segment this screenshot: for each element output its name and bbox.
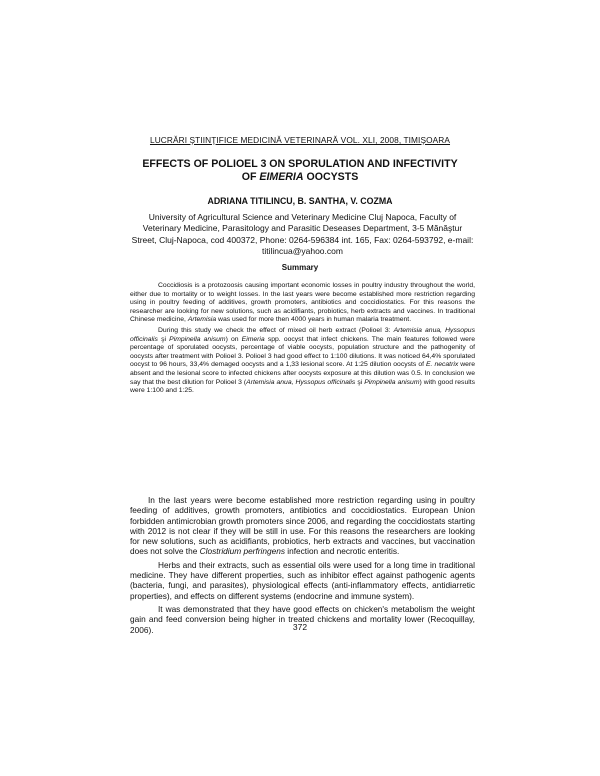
body-text [130, 495, 475, 638]
body-paragraph-1: In the last years were become established more restriction regarding using in poultry feeding of additives, growth promoters, antibiotics and coccidiostatics. European Union forbidden antimicrobian growth promoters since 2006, and regarding the coccidiostats starting with 2012 is not clear if they will be still in use. For this reasons the researchers are looking for new solutions, such as acidifiants, probiotics, herb extracts and vaccines, but vaccination does not solve the Clostridium perfringens infection and necrotic enteritis. [130, 495, 475, 557]
paper-title [0, 158, 600, 183]
abstract-paragraph-2: During this study we check the effect of mixed oil herb extract (Polioel 3: Artemisia anua, Hyssopus officinalis şi Pimpinella anisum) on Eimeria spp. oocyst that infect chickens. The main features followed were percentage of sporulated oocysts, percentage of viable oocysts, population structure and the pathogenity of oocysts after treatment with Polioel 3. Polioel 3 had good effect to 1:100 dilutions. It was noticed 64,4% sporulated oocyst to 96 hours, 33,4% demaged oocysts and a 1,33 lesional score. At 1:25 dilution oocysts of E. necatrix were absent and the lesional score to infected chickens after oocysts exposure at this dilution was 0.5. In conclusion we say that the best dilution for Polioel 3 (Artemisia anua, Hyssopus officinalis şi Pimpinella anisum) with good results were 1:100 and 1:25. [130, 326, 476, 395]
body-paragraph-2: Herbs and their extracts, such as essential oils were used for a long time in traditional medicine. They have different properties, such as inhibitor effect against pathogenic agents (bacteria, fungi, and parasites), physiological effects (anti-inflammatory effects, antidiarretic properties), and effects on different systems (endocrine and immune system). [130, 559, 475, 601]
authors: ADRIANA TITILINCU, B. SANTHA, V. COZMA [207, 196, 393, 206]
title-line-2: OF EIMERIA OOCYSTS [241, 170, 359, 183]
body-paragraph-3: It was demonstrated that they have good effects on chicken's metabolism the weight gain and feed conversion being higher in treated chickens and mortality lower (Recoquillay, 2006). [130, 603, 475, 635]
title-line-1: EFFECTS OF POLIOEL 3 ON SPORULATION AND INFECTIVITY [142, 158, 458, 170]
abstract-paragraph-1: Coccidiosis is a protozoosis causing important economic losses in poultry industry throughout the world, either due to mortality or to weight losses. In the last years were become established more restriction regarding using in poultry feeding of additives, growth promoters, antibiotics and coccidiostatics. For this reasons the researcher are looking for new solutions, such as acidifiants, probiotics, herb extracts and vaccines. In traditional Chinese medicine, Artemisia was used for more then 4000 years in human malaria treatment. [130, 282, 475, 324]
abstract [130, 282, 475, 398]
journal-header: LUCRĂRI ŞTIINŢIFICE MEDICINĂ VETERINARĂ VOL. XLI, 2008, TIMIŞOARA [149, 135, 451, 145]
affiliation: University of Agricultural Science and Veterinary Medicine Cluj Napoca, Faculty of Veterinary Medicine, Parasitology and Parasitic Deseases Department, 3-5 Mănăştur Street, Cluj-Napoca, cod 400372, Phone: 0264-596384 int. 165, Fax: 0264-593792, e-mail: titilincua@yahoo.com [131, 212, 474, 256]
page-number: 372 [292, 622, 308, 632]
summary-heading: Summary [281, 263, 319, 272]
